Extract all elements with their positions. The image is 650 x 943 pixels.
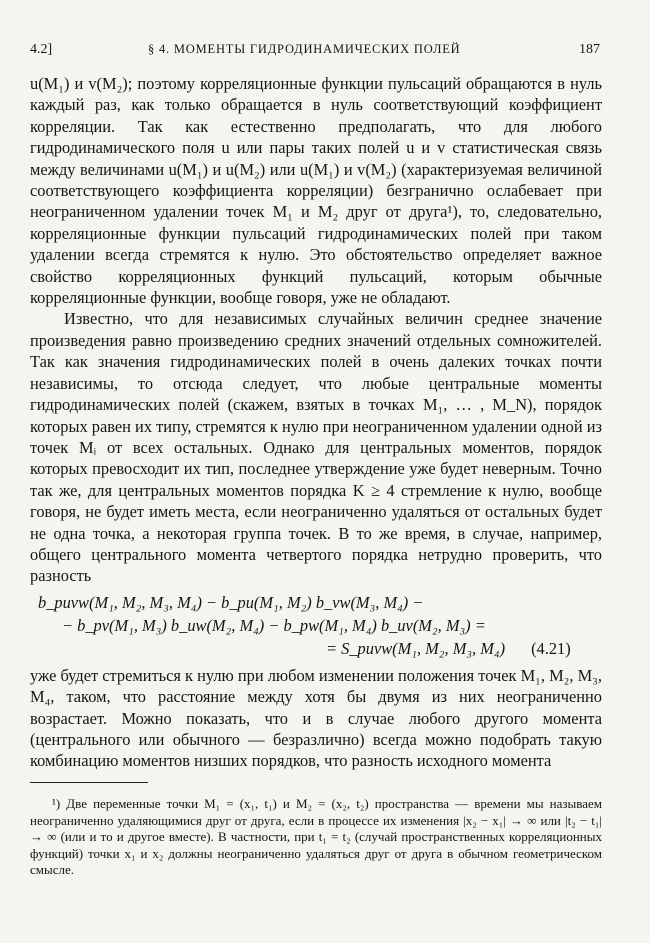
footnote-rule <box>30 782 148 783</box>
equation-line-3 <box>30 637 602 660</box>
running-header <box>30 42 602 60</box>
equation-4-21 <box>30 591 602 660</box>
chapter-title: § 4. МОМЕНТЫ ГИДРОДИНАМИЧЕСКИХ ПОЛЕЙ <box>148 42 461 56</box>
page-number: 187 <box>579 42 600 57</box>
footnote-text: ¹) Две переменные точки M₁ = (x₁, t₁) и M₂ = (x₂, t₂) пространства — времени мы называем неограниченно удаляющимися друг от друга, если в процессе их изменения |x₂ − x₁| → ∞ или |t₂ − t₁| → ∞ (или и то и другое вместе). В частности, при t₁ = t₂ (случай пространственных корреляционных функций) точки x₁ и x₂ должны неограниченно удаляться друг от друга в обычном геометрическом смысле. <box>30 796 602 878</box>
paragraph-2: Известно, что для независимых случайных величин среднее значение произведения равно произведению средних значений отдельных сомножителей. Так как значения гидродинамических полей в очень далеких точках почти независимы, то отсюда следует, что любые центральные моменты гидродинамических полей (скажем, взятых в точках M₁, … , M_N), порядок которых равен их типу, стремятся к нулю при неограниченном удалении одной из точек Mᵢ от всех остальных. Однако для центральных моментов, порядок которых превосходит их тип, последнее утверждение уже будет неверным. Точно так же, для центральных моментов порядка K ≥ 4 стремление к нулю, вообще говоря, не будет иметь места, если неограниченно удаляться от остальных будет не одна точка, а некоторая группа точек. В то же время, в случае, например, общего центрального момента четвертого порядка нетрудно проверить, что разность <box>30 309 602 586</box>
equation-number: (4.21) <box>531 638 571 658</box>
section-number: 4.2] <box>30 42 53 57</box>
paragraph-1: u(M₁) и v(M₂); поэтому корреляционные функции пульсаций обращаются в нуль каждый раз, как только обращается в нуль соответствующий коэффициент корреляции. Так как естественно предполагать, что для любого гидродинамического поля u или пары таких полей u и v статистическая связь между величинами u(M₁) и u(M₂) или u(M₁) и v(M₂) (характеризуемая величиной соответствующего коэффициента корреляции) безгранично ослабевает при неограниченном удалении точек M₁ и M₂ друг от друга¹), то, следовательно, корреляционные функции пульсаций гидродинамических полей при таком удалении всегда стремятся к нулю. Это обстоятельство определяет важное свойство корреляционных функций пульсаций, которым обычные корреляционные функции, вообще говоря, уже не обладают. <box>30 74 602 308</box>
footnote <box>30 796 602 879</box>
equation-rhs: = S_puvw(M₁, M₂, M₃, M₄) <box>326 638 506 658</box>
equation-line-2: − b_pv(M₁, M₃) b_uw(M₂, M₄) − b_pw(M₁, M₄) b_uv(M₂, M₃) = <box>62 615 486 635</box>
paragraph-3: уже будет стремиться к нулю при любом изменении положения точек M₁, M₂, M₃, M₄, таком, что расстояние между хотя бы двумя из них неограниченно возрастает. Можно показать, что и в случае любого другого момента (центрального или обычного — безразлично) всегда можно подобрать такую комбинацию моментов низших порядков, что разность исходного момента <box>30 665 602 771</box>
main-text <box>30 73 602 772</box>
equation-line-1: b_puvw(M₁, M₂, M₃, M₄) − b_pu(M₁, M₂) b_vw(M₃, M₄) − <box>38 592 424 612</box>
